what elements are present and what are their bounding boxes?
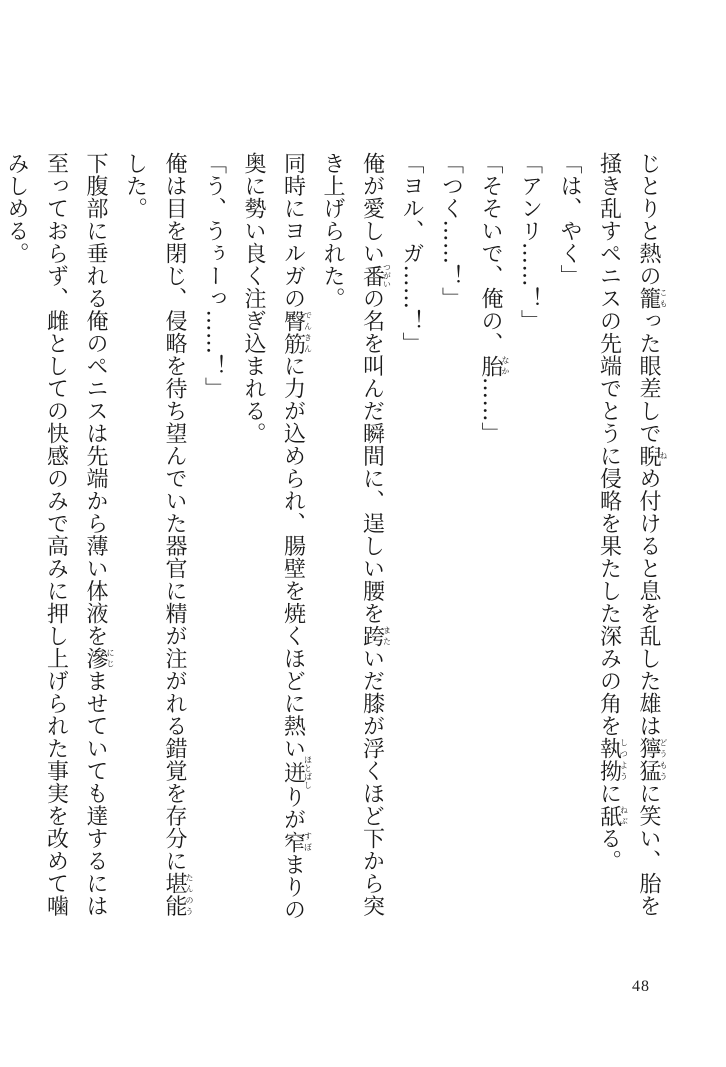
ruby-base: 獰猛	[636, 737, 661, 782]
text-run: の名を叫んだ瞬間に、逞しい腰を	[359, 287, 385, 625]
paragraph	[194, 152, 234, 922]
ruby-reading: ね	[659, 444, 668, 467]
ruby-base: 舐	[596, 804, 622, 827]
ruby-reading: どうもう	[659, 737, 668, 782]
text-run: ませていても達するには至っておらず、雌としての快感のみで高みに押し上げられた事実を改めて噛みしめる。	[4, 152, 108, 917]
text-run: 俺が愛しい	[359, 152, 385, 265]
text-run: め付けると息を乱した雄は	[636, 467, 661, 737]
ruby-base: 執拗	[596, 737, 622, 782]
page-number: 48	[632, 978, 650, 995]
text-run: 「つく……！」	[438, 152, 464, 310]
vertical-text-body	[4, 152, 668, 922]
ruby-reading: すぼ	[303, 830, 313, 853]
text-run: る。	[596, 827, 622, 872]
text-run: 「う、うぅーっ……！」	[201, 152, 227, 400]
text-run: ……」	[478, 377, 503, 445]
ruby-base: 迸	[280, 755, 306, 790]
paragraph	[115, 152, 194, 922]
text-run: った眼差しで	[636, 309, 661, 445]
text-run: 「は、やく」	[557, 152, 582, 287]
ruby-reading: なか	[501, 354, 510, 377]
paragraph	[313, 152, 392, 922]
ruby-reading: にじ	[106, 647, 115, 670]
ruby-base: 堪能	[162, 872, 187, 917]
paragraph	[510, 152, 550, 922]
ruby-reading: また	[382, 624, 392, 647]
ruby-reading: ほとばし	[303, 755, 313, 790]
ruby-reading: こも	[659, 287, 668, 310]
ruby-base: 睨	[636, 444, 661, 467]
text-run: に力が込められ、腸壁を焼くほどに熱い	[280, 354, 306, 760]
ruby-base: 窄	[280, 830, 306, 853]
text-run: 「アンリ……！」	[517, 152, 543, 332]
ruby-word	[596, 804, 629, 828]
ruby-reading: つがい	[382, 263, 392, 289]
ruby-word	[83, 647, 115, 670]
ruby-base: 跨	[359, 624, 385, 647]
text-run: に笑い、胎を掻き乱すペニスの先端でとうに侵略を果たした深みの角を	[596, 152, 661, 917]
text-run: 「そそいで、俺の、	[478, 152, 503, 355]
ruby-word	[280, 830, 313, 854]
ruby-word	[636, 737, 668, 782]
text-run: に	[596, 782, 622, 805]
ruby-word	[280, 755, 313, 790]
ruby-base: 臀筋	[280, 309, 306, 355]
text-run: 「ヨル、ガ……！」	[399, 152, 424, 355]
paragraph	[0, 152, 115, 922]
text-run: 俺は目を閉じ、侵略を待ち望んでいた器官に精が注がれる錯覚を存分に	[162, 152, 187, 872]
paragraph	[589, 152, 668, 922]
text-run: じとりと熱の	[636, 152, 661, 287]
paragraph	[550, 152, 590, 922]
text-run: りが	[280, 785, 306, 831]
ruby-reading: たんのう	[185, 872, 194, 917]
ruby-base: 滲	[83, 647, 108, 670]
paragraph	[471, 152, 511, 922]
ruby-word	[359, 624, 392, 648]
ruby-reading: ねぶ	[619, 804, 629, 827]
ruby-base: 胎	[478, 354, 503, 377]
ruby-base: 番	[359, 263, 385, 289]
ruby-reading: しつよう	[619, 737, 629, 782]
ruby-word	[359, 263, 392, 289]
text-run: 同時にヨルガの	[280, 152, 306, 310]
text-run: した。	[122, 152, 148, 220]
ruby-word	[478, 354, 510, 378]
text-run: 下腹部に垂れる俺のペニスは先端から薄い体液を	[83, 152, 108, 647]
ruby-word	[280, 309, 313, 355]
ruby-word	[162, 872, 194, 917]
ruby-base: 籠	[636, 287, 661, 310]
paragraph	[431, 152, 471, 922]
ruby-word	[636, 287, 668, 310]
text-run: まりの奥に勢い良く注ぎ込まれる。	[241, 152, 306, 921]
paragraph	[234, 152, 313, 922]
ruby-reading: でんきん	[303, 309, 313, 355]
ruby-word	[596, 737, 629, 782]
ruby-word	[636, 444, 668, 468]
paragraph	[392, 152, 432, 922]
text-run: いだ膝が浮くほど下から突き上げられた。	[320, 152, 385, 917]
